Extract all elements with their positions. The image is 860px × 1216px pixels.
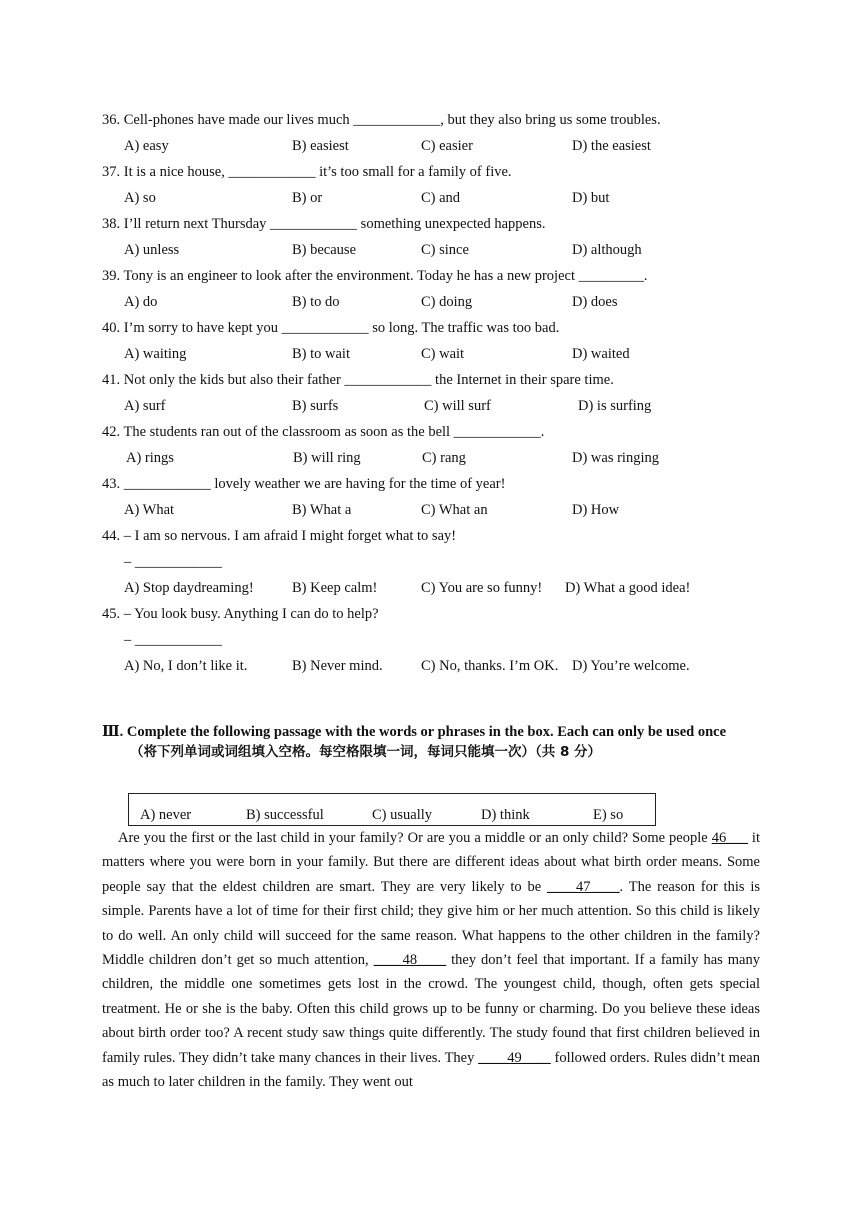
option-c: C) You are so funny! — [421, 580, 543, 596]
question-41: 41. Not only the kids but also their father ____________ the Internet in their spare time. — [102, 372, 614, 388]
option-c: C) since — [421, 242, 469, 258]
option-a: A) surf — [124, 398, 166, 414]
blank-49: ____49____ — [478, 1049, 551, 1066]
section-3-title: Ⅲ. Complete the following passage with the words or phrases in the box. Each can only be used once — [102, 724, 727, 740]
options-40 — [124, 345, 764, 363]
question-37: 37. It is a nice house, ____________ it’s too small for a family of five. — [102, 164, 512, 180]
option-a: A) easy — [124, 138, 169, 154]
options-41 — [124, 397, 764, 415]
option-d: D) How — [572, 502, 620, 518]
option-a: A) unless — [124, 242, 180, 258]
option-a: A) What — [124, 502, 175, 518]
options-45 — [124, 657, 764, 675]
option-c: C) No, thanks. I’m OK. — [421, 658, 559, 674]
option-d: D) is surfing — [578, 398, 652, 414]
question-36: 36. Cell-phones have made our lives much ____________, but they also bring us some troubles. — [102, 112, 661, 128]
option-b: B) to do — [292, 294, 340, 310]
option-b: B) Keep calm! — [292, 580, 378, 596]
word-option-c: C) usually — [372, 807, 433, 823]
option-a: A) waiting — [124, 346, 187, 362]
section-3-subtitle: （将下列单词或词组填入空格。每空格限填一词，每词只能填一次）（共 8 分） — [130, 744, 602, 760]
passage-text: they don’t feel that important. If a family has many children, the middle one sometimes gets lost in the crowd. The youngest child, though, often gets special treatment. He or she is the baby. Often this child grows up to be funny or charming. Do you believe these ideas about birth order too? A recent study saw things quite differently. The study found that first children believed in family rules. They didn’t take many chances in their lives. They — [102, 952, 760, 1066]
question-40: 40. I’m sorry to have kept you ____________ so long. The traffic was too bad. — [102, 320, 560, 336]
options-39 — [124, 293, 764, 311]
option-b: B) What a — [292, 502, 352, 518]
blank-47: ____47____ — [547, 878, 620, 895]
option-c: C) will surf — [424, 398, 491, 414]
section-3-heading — [102, 722, 762, 762]
passage-paragraph — [102, 826, 760, 1094]
option-a: A) No, I don’t like it. — [124, 658, 248, 674]
word-option-d: D) think — [481, 807, 530, 823]
option-d: D) What a good idea! — [565, 580, 691, 596]
option-b: B) easiest — [292, 138, 349, 154]
option-d: D) You’re welcome. — [572, 658, 690, 674]
option-c: C) easier — [421, 138, 473, 154]
word-option-b: B) successful — [246, 807, 324, 823]
blank-46: 46___ — [711, 830, 748, 846]
question-38: 38. I’ll return next Thursday ____________ something unexpected happens. — [102, 216, 546, 232]
word-option-a: A) never — [140, 807, 192, 823]
options-36 — [124, 137, 764, 155]
option-a: A) rings — [126, 450, 174, 466]
question-44: 44. – I am so nervous. I am afraid I might forget what to say! — [102, 528, 457, 544]
passage-text: Are you the first or the last child in your family? Or are you a middle or an only child? Some people — [118, 830, 712, 846]
option-a: A) so — [124, 190, 156, 206]
option-d: D) the easiest — [572, 138, 651, 154]
question-45: 45. – You look busy. Anything I can do to help? — [102, 606, 379, 622]
options-42 — [124, 449, 764, 467]
option-c: C) rang — [422, 450, 466, 466]
option-d: D) does — [572, 294, 618, 310]
option-c: C) and — [421, 190, 461, 206]
option-b: B) surfs — [292, 398, 339, 414]
word-option-e: E) so — [593, 807, 624, 823]
option-b: B) or — [292, 190, 323, 206]
option-b: B) Never mind. — [292, 658, 383, 674]
options-43 — [124, 501, 764, 519]
question-43: 43. ____________ lovely weather we are having for the time of year! — [102, 476, 506, 492]
option-d: D) waited — [572, 346, 630, 362]
word-box — [128, 793, 656, 826]
question-42: 42. The students ran out of the classroom as soon as the bell ____________. — [102, 424, 545, 440]
option-d: D) but — [572, 190, 610, 206]
options-37 — [124, 189, 764, 207]
passage-text: . The reason for this is simple. Parents have a lot of time for their first child; they give him or her much attention. So this child is likely to do well. An only child will succeed for the same reason. What happens to the other children in the family? Middle children don’t get so much attention, — [102, 878, 760, 969]
option-a: A) Stop daydreaming! — [124, 580, 254, 596]
option-d: D) although — [572, 242, 642, 258]
reading-passage — [102, 826, 760, 1094]
options-38 — [124, 241, 764, 259]
passage-text: followed orders. Rules didn’t mean as much to later children in the family. They went out — [102, 1049, 760, 1091]
blank-48: ____48____ — [373, 952, 447, 969]
reply-line-45: – ____________ — [124, 632, 222, 648]
option-c: C) doing — [421, 294, 473, 310]
option-b: B) because — [292, 242, 357, 258]
option-b: B) will ring — [293, 450, 361, 466]
option-d: D) was ringing — [572, 450, 659, 466]
option-b: B) to wait — [292, 346, 350, 362]
option-a: A) do — [124, 294, 158, 310]
option-c: C) wait — [421, 346, 465, 362]
option-c: C) What an — [421, 502, 488, 518]
options-44 — [124, 579, 764, 597]
reply-line-44: – ____________ — [124, 554, 222, 570]
question-39: 39. Tony is an engineer to look after the environment. Today he has a new project _________. — [102, 268, 648, 284]
passage-text: it matters where you were born in your family. But there are different ideas about what birth order means. Some people say that the eldest children are smart. They are very likely to be — [102, 830, 760, 895]
